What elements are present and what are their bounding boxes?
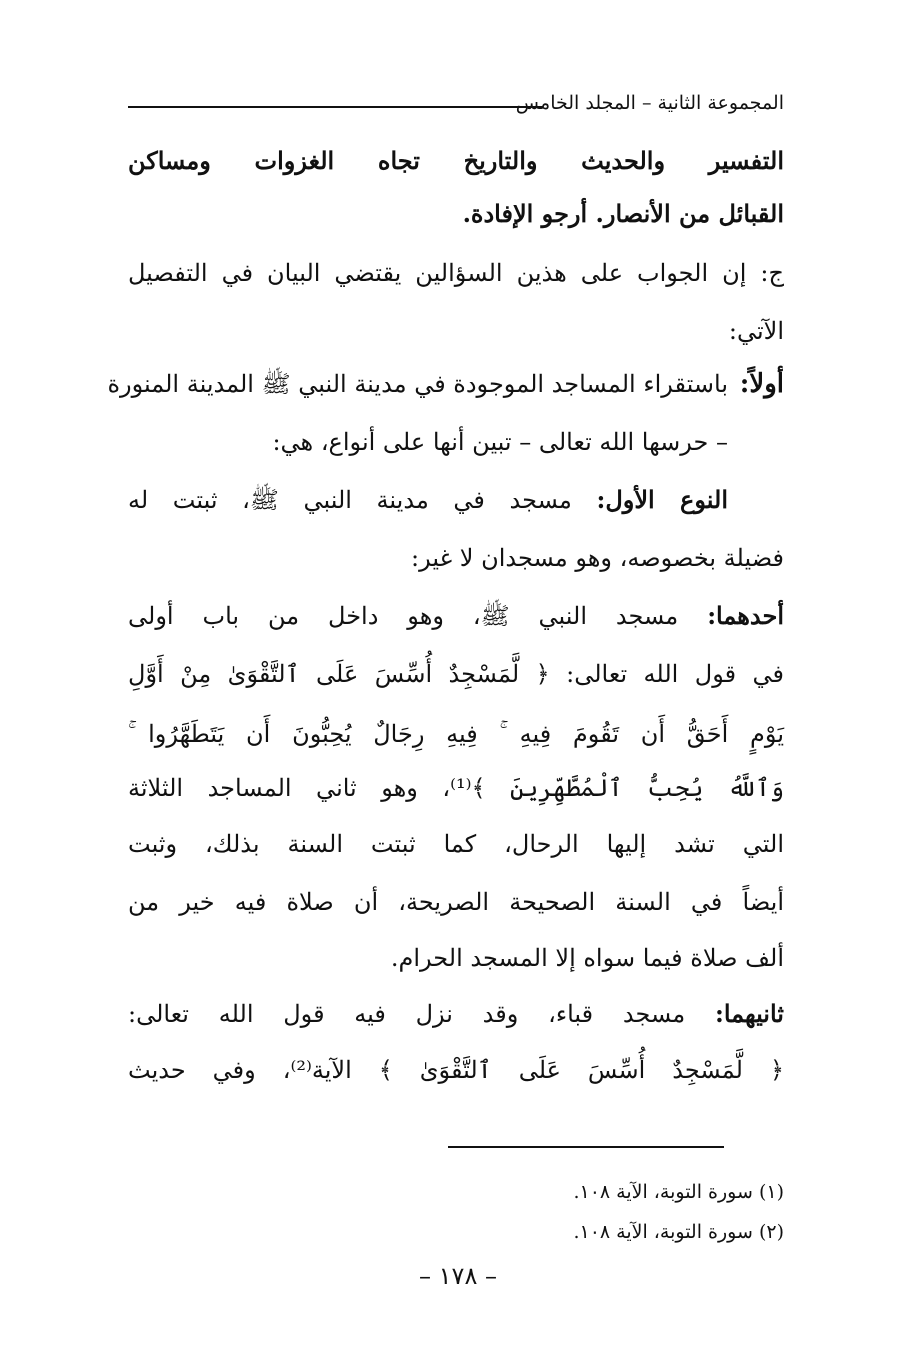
first-mosque-line-1-text: مسجد النبي ﷺ، وهو داخل من باب أولى <box>128 602 679 630</box>
second-mosque-label: ثانيهما: <box>714 999 784 1028</box>
second-mosque-line-1 <box>128 996 784 1032</box>
first-point-line-2: – حرسها الله تعالى – تبين أنها على أنواع، هي: <box>272 428 728 456</box>
first-point-line-1: باستقراء المساجد الموجودة في مدينة النبي ﷺ المدينة المنورة <box>107 370 728 398</box>
first-mosque-line-4: وَٱللَّهُ يُحِبُّ ٱلْمُطَّهِّرِينَ ﴾⁽¹⁾، وهو ثاني المساجد الثلاثة <box>128 774 785 802</box>
page-number: – ١٧٨ – <box>419 1262 497 1290</box>
first-mosque-line-2: في قول الله تعالى: ﴿ لَّمَسْجِدٌ أُسِّسَ عَلَى ٱلتَّقْوَىٰ مِنْ أَوَّلِ <box>128 660 784 688</box>
answer-line-1: ج: إن الجواب على هذين السؤالين يقتضي البيان في التفصيل <box>128 259 784 287</box>
type1-line-1 <box>128 482 728 518</box>
question-line-2: القبائل من الأنصار. أرجو الإفادة. <box>462 199 784 228</box>
second-mosque-line-1-text: مسجد قباء، وقد نزل فيه قول الله تعالى: <box>128 1000 686 1028</box>
footnote-2: (٢) سورة التوبة، الآية ١٠٨. <box>573 1221 784 1243</box>
footnote-rule <box>448 1146 724 1148</box>
first-mosque-line-7: ألف صلاة فيما سواه إلا المسجد الحرام. <box>390 944 784 972</box>
first-mosque-line-1 <box>128 598 784 634</box>
answer-line-2: الآتي: <box>728 317 784 345</box>
running-header: المجموعة الثانية – المجلد الخامس <box>515 92 784 114</box>
first-mosque-line-6: أيضاً في السنة الصحيحة الصريحة، أن صلاة فيه خير من <box>128 888 784 916</box>
first-point-label: أولاً: <box>739 369 784 399</box>
header-rule <box>128 106 543 108</box>
first-mosque-label: أحدهما: <box>707 601 784 630</box>
type1-line-1-text: مسجد في مدينة النبي ﷺ، ثبتت له <box>128 486 572 514</box>
question-line-1: التفسير والحديث والتاريخ تجاه الغزوات ومساكن <box>128 146 784 175</box>
second-mosque-line-2: ﴿ لَّمَسْجِدٌ أُسِّسَ عَلَى ٱلتَّقْوَىٰ ﴾ الآية⁽²⁾، وفي حديث <box>128 1056 784 1084</box>
type1-line-2: فضيلة بخصوصه، وهو مسجدان لا غير: <box>411 544 784 572</box>
first-mosque-line-3: يَوْمٍ أَحَقُّ أَن تَقُومَ فِيهِ ۚ فِيهِ رِجَالٌ يُحِبُّونَ أَن يَتَطَهَّرُوا ۚ <box>128 720 784 748</box>
footnote-1: (١) سورة التوبة، الآية ١٠٨. <box>573 1181 784 1203</box>
type1-label: النوع الأول: <box>596 485 728 514</box>
first-mosque-line-5: التي تشد إليها الرحال، كما ثبتت السنة بذلك، وثبت <box>128 830 784 858</box>
